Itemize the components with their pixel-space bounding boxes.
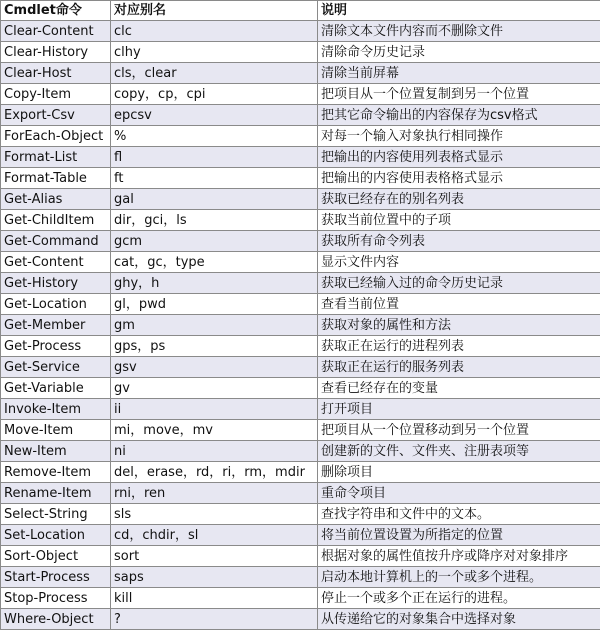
cell-description: 清除命令历史记录 bbox=[318, 42, 600, 63]
cell-alias: fl bbox=[111, 147, 318, 168]
cell-cmdlet: New-Item bbox=[1, 441, 111, 462]
table-row bbox=[1, 357, 600, 378]
cell-description: 查看当前位置 bbox=[318, 294, 600, 315]
cell-alias: clhy bbox=[111, 42, 318, 63]
cell-cmdlet: Get-History bbox=[1, 273, 111, 294]
cell-description: 把项目从一个位置复制到另一个位置 bbox=[318, 84, 600, 105]
cell-description: 清除当前屏幕 bbox=[318, 63, 600, 84]
cell-alias: sort bbox=[111, 546, 318, 567]
table-row bbox=[1, 546, 600, 567]
table-row bbox=[1, 126, 600, 147]
table-row bbox=[1, 567, 600, 588]
cell-description: 把项目从一个位置移动到另一个位置 bbox=[318, 420, 600, 441]
cell-description: 清除文本文件内容而不删除文件 bbox=[318, 21, 600, 42]
cell-alias: gsv bbox=[111, 357, 318, 378]
cell-cmdlet: Where-Object bbox=[1, 609, 111, 630]
cell-alias: gcm bbox=[111, 231, 318, 252]
cell-alias: cat，gc，type bbox=[111, 252, 318, 273]
table-row bbox=[1, 378, 600, 399]
table-row bbox=[1, 105, 600, 126]
cell-cmdlet: Get-Alias bbox=[1, 189, 111, 210]
table-row bbox=[1, 63, 600, 84]
cell-alias: dir，gci，ls bbox=[111, 210, 318, 231]
cell-cmdlet: Copy-Item bbox=[1, 84, 111, 105]
header-alias: 对应别名 bbox=[111, 1, 318, 21]
table-row bbox=[1, 147, 600, 168]
table-row bbox=[1, 336, 600, 357]
cell-description: 查找字符串和文件中的文本。 bbox=[318, 504, 600, 525]
cell-description: 从传递给它的对象集合中选择对象 bbox=[318, 609, 600, 630]
cell-alias: % bbox=[111, 126, 318, 147]
cell-cmdlet: ForEach-Object bbox=[1, 126, 111, 147]
cell-cmdlet: Set-Location bbox=[1, 525, 111, 546]
table-row bbox=[1, 504, 600, 525]
cell-cmdlet: Remove-Item bbox=[1, 462, 111, 483]
cell-alias: ? bbox=[111, 609, 318, 630]
cell-description: 创建新的文件、文件夹、注册表项等 bbox=[318, 441, 600, 462]
cell-alias: sls bbox=[111, 504, 318, 525]
table-row bbox=[1, 441, 600, 462]
header-description: 说明 bbox=[318, 1, 600, 21]
cell-description: 获取当前位置中的子项 bbox=[318, 210, 600, 231]
cell-alias: ni bbox=[111, 441, 318, 462]
table-body bbox=[1, 21, 600, 630]
table-row bbox=[1, 609, 600, 630]
cell-alias: rni，ren bbox=[111, 483, 318, 504]
cell-description: 获取正在运行的进程列表 bbox=[318, 336, 600, 357]
cell-description: 获取所有命令列表 bbox=[318, 231, 600, 252]
cell-description: 获取正在运行的服务列表 bbox=[318, 357, 600, 378]
cell-cmdlet: Get-ChildItem bbox=[1, 210, 111, 231]
cell-alias: copy，cp，cpi bbox=[111, 84, 318, 105]
cell-cmdlet: Clear-Host bbox=[1, 63, 111, 84]
table-row bbox=[1, 525, 600, 546]
cell-cmdlet: Stop-Process bbox=[1, 588, 111, 609]
table-row bbox=[1, 399, 600, 420]
cell-alias: gal bbox=[111, 189, 318, 210]
header-cmdlet: Cmdlet命令 bbox=[1, 1, 111, 21]
cell-alias: ii bbox=[111, 399, 318, 420]
cell-description: 删除项目 bbox=[318, 462, 600, 483]
table-row bbox=[1, 588, 600, 609]
cell-cmdlet: Move-Item bbox=[1, 420, 111, 441]
table-row bbox=[1, 21, 600, 42]
cell-cmdlet: Invoke-Item bbox=[1, 399, 111, 420]
cell-alias: del，erase，rd，ri，rm，mdir bbox=[111, 462, 318, 483]
cell-description: 显示文件内容 bbox=[318, 252, 600, 273]
table-row bbox=[1, 315, 600, 336]
cell-alias: mi，move，mv bbox=[111, 420, 318, 441]
cell-description: 将当前位置设置为所指定的位置 bbox=[318, 525, 600, 546]
cell-alias: gl，pwd bbox=[111, 294, 318, 315]
cell-cmdlet: Sort-Object bbox=[1, 546, 111, 567]
cell-description: 把输出的内容使用列表格式显示 bbox=[318, 147, 600, 168]
cell-cmdlet: Get-Process bbox=[1, 336, 111, 357]
table-row bbox=[1, 231, 600, 252]
table-row bbox=[1, 42, 600, 63]
cell-description: 把其它命令输出的内容保存为csv格式 bbox=[318, 105, 600, 126]
table-row bbox=[1, 483, 600, 504]
cell-alias: gm bbox=[111, 315, 318, 336]
cell-cmdlet: Start-Process bbox=[1, 567, 111, 588]
cell-alias: epcsv bbox=[111, 105, 318, 126]
table-row bbox=[1, 420, 600, 441]
cell-cmdlet: Export-Csv bbox=[1, 105, 111, 126]
cell-cmdlet: Rename-Item bbox=[1, 483, 111, 504]
cell-cmdlet: Format-Table bbox=[1, 168, 111, 189]
cell-cmdlet: Select-String bbox=[1, 504, 111, 525]
cell-description: 打开项目 bbox=[318, 399, 600, 420]
cell-description: 查看已经存在的变量 bbox=[318, 378, 600, 399]
cell-cmdlet: Get-Location bbox=[1, 294, 111, 315]
cell-cmdlet: Clear-Content bbox=[1, 21, 111, 42]
cell-cmdlet: Get-Variable bbox=[1, 378, 111, 399]
cell-alias: clc bbox=[111, 21, 318, 42]
cell-cmdlet: Get-Service bbox=[1, 357, 111, 378]
table-row bbox=[1, 273, 600, 294]
cell-cmdlet: Get-Content bbox=[1, 252, 111, 273]
cell-description: 对每一个输入对象执行相同操作 bbox=[318, 126, 600, 147]
cell-alias: cd，chdir，sl bbox=[111, 525, 318, 546]
cell-alias: gv bbox=[111, 378, 318, 399]
cell-description: 根据对象的属性值按升序或降序对对象排序 bbox=[318, 546, 600, 567]
table-row bbox=[1, 462, 600, 483]
cell-cmdlet: Format-List bbox=[1, 147, 111, 168]
table-row bbox=[1, 294, 600, 315]
cell-description: 启动本地计算机上的一个或多个进程。 bbox=[318, 567, 600, 588]
cell-alias: kill bbox=[111, 588, 318, 609]
cell-description: 获取对象的属性和方法 bbox=[318, 315, 600, 336]
cell-cmdlet: Get-Command bbox=[1, 231, 111, 252]
cell-alias: ft bbox=[111, 168, 318, 189]
cell-alias: cls，clear bbox=[111, 63, 318, 84]
table-row bbox=[1, 168, 600, 189]
table-row bbox=[1, 84, 600, 105]
cell-cmdlet: Get-Member bbox=[1, 315, 111, 336]
cell-description: 把输出的内容使用表格格式显示 bbox=[318, 168, 600, 189]
cell-alias: gps，ps bbox=[111, 336, 318, 357]
table-row bbox=[1, 252, 600, 273]
cell-description: 获取已经输入过的命令历史记录 bbox=[318, 273, 600, 294]
cell-alias: saps bbox=[111, 567, 318, 588]
cell-description: 重命令项目 bbox=[318, 483, 600, 504]
table-row bbox=[1, 210, 600, 231]
table-row bbox=[1, 189, 600, 210]
cell-alias: ghy，h bbox=[111, 273, 318, 294]
header-row bbox=[1, 1, 600, 21]
cell-description: 停止一个或多个正在运行的进程。 bbox=[318, 588, 600, 609]
cell-cmdlet: Clear-History bbox=[1, 42, 111, 63]
cell-description: 获取已经存在的别名列表 bbox=[318, 189, 600, 210]
